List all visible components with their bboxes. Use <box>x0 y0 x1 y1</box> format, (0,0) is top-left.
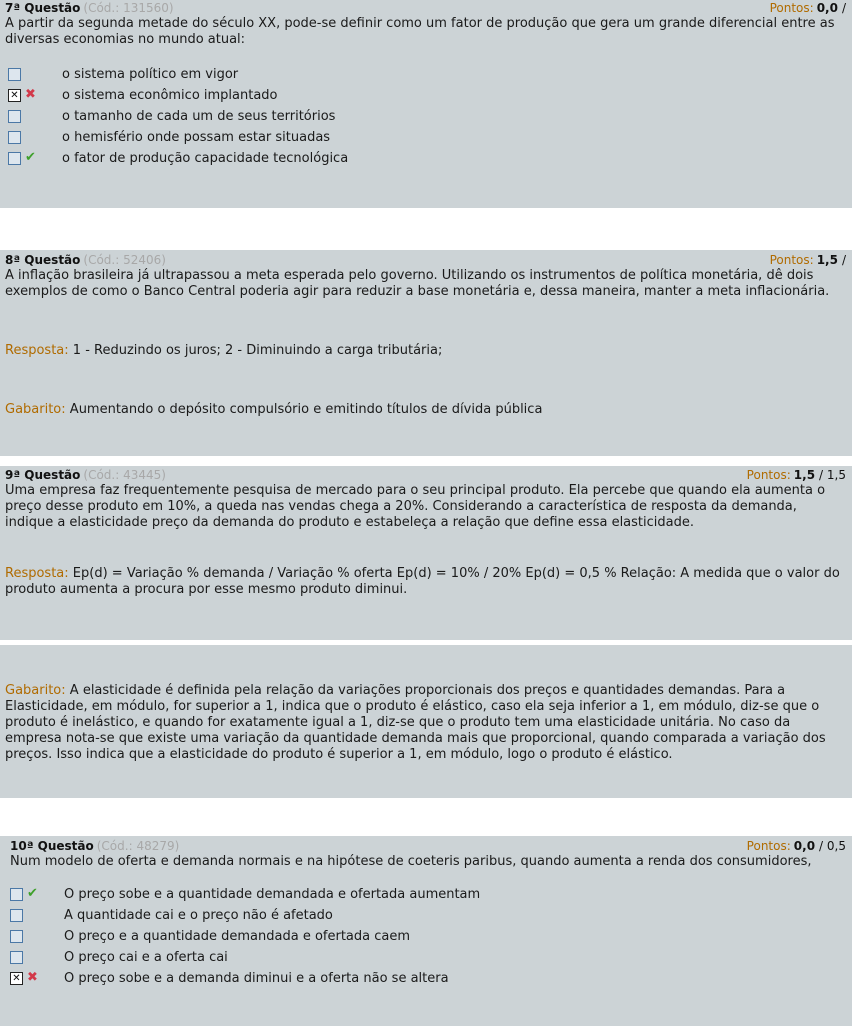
option[interactable]: o tamanho de cada um de seus territórios <box>8 106 852 127</box>
checkbox[interactable] <box>8 68 21 81</box>
question-10 <box>0 836 852 1026</box>
question-9 <box>0 466 852 640</box>
options-list <box>0 64 852 169</box>
checkbox[interactable] <box>10 930 23 943</box>
points: Pontos: 0,0 / 0,5 <box>746 839 846 853</box>
question-text: A inflação brasileira já ultrapassou a meta esperada pelo governo. Utilizando os instrumentos de política monetária, dê dois exemplos de como o Banco Central poderia agir para reduzir a base monetária e, dessa maneira, manter a meta inflacionária. <box>5 268 830 299</box>
option[interactable]: O preço e a quantidade demandada e ofertada caem <box>10 926 852 947</box>
red-x-icon: ✖ <box>25 87 36 102</box>
options-list <box>0 884 852 989</box>
answer-key-panel <box>0 645 852 798</box>
points: Pontos: 1,5 / 1,5 <box>746 468 846 482</box>
option[interactable]: A quantidade cai e o preço não é afetado <box>10 905 852 926</box>
option[interactable]: o hemisfério onde possam estar situadas <box>8 127 852 148</box>
question-number: 9ª Questão <box>5 468 81 482</box>
red-x-icon: ✖ <box>27 970 38 985</box>
checkbox[interactable] <box>8 110 21 123</box>
answer-key: Gabarito: A elasticidade é definida pela relação da variações proporcionais dos preços e quantidades demandas. Para a Elasticidade, em módulo, for superior a 1, indica que o produto é elástico, caso ela seja inferior a 1, em módulo, diz-se que o produto é inelástico, e quando for exatamente igual a 1, diz-se que o produto tem uma elasticidade unitária. No caso da empresa nota-se que existe uma variação da quantidade demanda mais que proporcional, quando comparada a variação dos preços. Isso indica que a elasticidade do produto é superior a 1, em módulo, logo o produto é elástico. <box>5 683 826 762</box>
green-check-icon: ✔ <box>27 886 38 901</box>
option[interactable]: ✔ O preço sobe e a quantidade demandada e ofertada aumentam <box>10 884 852 905</box>
checkbox[interactable] <box>8 152 21 165</box>
question-code: (Cód.: 52406) <box>83 253 166 267</box>
option[interactable]: ✕ ✖ O preço sobe e a demanda diminui e a oferta não se altera <box>10 968 852 989</box>
question-code: (Cód.: 48279) <box>96 839 180 853</box>
question-text: Uma empresa faz frequentemente pesquisa de mercado para o seu principal produto. Ela percebe que quando ela aumenta o preço desse produto em 10%, a queda nas vendas chega a 20%. Considerando a característica de resposta da demanda, indique a elasticidade preço da demanda do produto e estabeleça a relação que define essa elasticidade. <box>5 483 826 530</box>
points: Pontos: 1,5 / <box>769 253 846 267</box>
question-header <box>0 252 852 268</box>
question-text: Num modelo de oferta e demanda normais e na hipótese de coeteris paribus, quando aumenta a renda dos consumidores, <box>10 854 812 869</box>
question-code: (Cód.: 131560) <box>83 1 174 15</box>
student-answer: Resposta: 1 - Reduzindo os juros; 2 - Diminuindo a carga tributária; <box>5 343 443 358</box>
question-text: A partir da segunda metade do século XX, pode-se definir como um fator de produção que gera um grande diferencial entre as diversas economias no mundo atual: <box>5 16 835 47</box>
question-8 <box>0 250 852 456</box>
option[interactable]: ✕ ✖ o sistema econômico implantado <box>8 85 852 106</box>
question-number: 7ª Questão <box>5 1 81 15</box>
question-header <box>0 838 852 854</box>
option[interactable]: ✔ o fator de produção capacidade tecnológica <box>8 148 852 169</box>
checkbox[interactable] <box>10 909 23 922</box>
green-check-icon: ✔ <box>25 150 36 165</box>
question-header <box>0 467 852 483</box>
question-number: 10ª Questão <box>10 839 94 853</box>
checkbox[interactable] <box>8 131 21 144</box>
question-code: (Cód.: 43445) <box>83 468 166 482</box>
checkbox[interactable] <box>10 951 23 964</box>
answer-key: Gabarito: Aumentando o depósito compulsório e emitindo títulos de dívida pública <box>5 402 543 417</box>
option[interactable]: O preço cai e a oferta cai <box>10 947 852 968</box>
question-7 <box>0 0 852 208</box>
student-answer: Resposta: Ep(d) = Variação % demanda / Variação % oferta Ep(d) = 10% / 20% Ep(d) = 0,5 % Relação: A medida que o valor do produto aumenta a procura por esse mesmo produto diminui. <box>5 566 840 597</box>
question-header <box>0 0 852 16</box>
points: Pontos: 0,0 / <box>769 1 846 15</box>
question-number: 8ª Questão <box>5 253 81 267</box>
checkbox[interactable] <box>10 888 23 901</box>
checkbox-checked[interactable]: ✕ <box>8 89 21 102</box>
option[interactable]: o sistema político em vigor <box>8 64 852 85</box>
checkbox-checked[interactable]: ✕ <box>10 972 23 985</box>
